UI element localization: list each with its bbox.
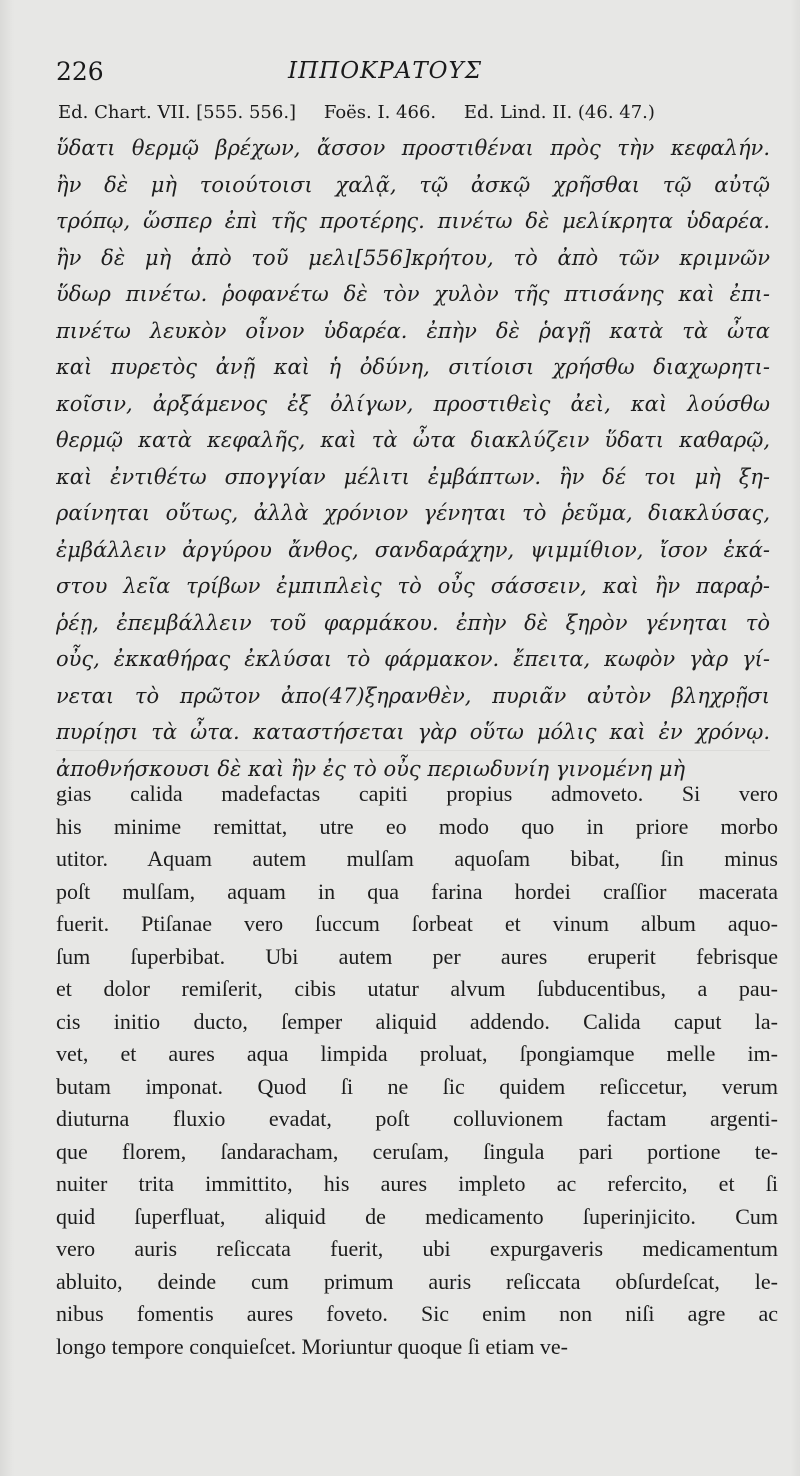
greek-text-line: ὕδωρ πινέτω. ῥοφανέτω δὲ τὸν χυλὸν τῆς πτισάνης καὶ ἐπι- xyxy=(56,282,770,306)
greek-text-line: στου λεῖα τρίβων ἐμπιπλεὶς τὸ οὖς σάσσειν, καὶ ἢν παραῤ- xyxy=(56,574,770,598)
greek-text-line: νεται τὸ πρῶτον ἀπο(47)ξηρανθὲν, πυριᾶν αὐτὸν βληχρῇσι xyxy=(56,683,770,708)
latin-text-line: nuiter trita immittito, his aures impleto ac refercito, et ſi xyxy=(56,1171,778,1196)
greek-text-line: ἐμβάλλειν ἀργύρου ἄνθος, σανδαράχην, ψιμμίθιον, ἴσον ἑκά- xyxy=(56,537,770,562)
latin-text-line: que florem, ſandaracham, ceruſam, ſingula pari portione te- xyxy=(56,1138,778,1164)
greek-text-line: θερμῷ κατὰ κεφαλῆς, καὶ τὰ ὦτα διακλύζειν ὕδατι καθαρῷ, xyxy=(56,428,770,452)
greek-text-line: οὖς, ἐκκαθήρας ἐκλύσαι τὸ φάρμακον. ἔπειτα, κωφὸν γὰρ γί- xyxy=(56,647,770,671)
latin-text-line: butam imponat. Quod ſi ne ſic quidem reſiccetur, verum xyxy=(56,1073,778,1099)
greek-text-line: ἢν δὲ μὴ ἀπὸ τοῦ μελι[556]κρήτου, τὸ ἀπὸ τῶν κριμνῶν xyxy=(56,245,770,270)
edition-ref-chartier: Ed. Chart. VII. [555. 556.] xyxy=(58,102,297,123)
section-divider xyxy=(56,750,770,751)
latin-text-line: vet, et aures aqua limpida proluat, ſpongiamque melle im- xyxy=(56,1041,778,1066)
greek-text-block xyxy=(56,130,770,787)
latin-text-line: utitor. Aquam autem mulſam aquoſam bibat, ſin minus xyxy=(56,846,778,871)
latin-text-line: et dolor remiſerit, cibis utatur alvum ſubducentibus, a pau- xyxy=(56,976,778,1001)
edition-references xyxy=(58,102,798,123)
greek-text-line: ῥέῃ, ἐπεμβάλλειν τοῦ φαρμάκου. ἐπὴν δὲ ξηρὸν γένηται τὸ xyxy=(56,610,770,635)
greek-text-line: ὕδατι θερμῷ βρέχων, ἄσσον προστιθέναι πρὸς τὴν κεφαλήν. xyxy=(56,136,770,160)
greek-text-line: καὶ πυρετὸς ἀνῇ καὶ ἡ ὀδύνη, σιτίοισι χρήσθω διαχωρητι- xyxy=(56,355,770,379)
greek-text-line: πινέτω λευκὸν οἶνον ὑδαρέα. ἐπὴν δὲ ῥαγῇ κατὰ τὰ ὦτα xyxy=(56,318,770,343)
edition-ref-linden: Ed. Lind. II. (46. 47.) xyxy=(463,102,655,123)
latin-text-line: diuturna fluxio evadat, poſt colluvionem factam argenti- xyxy=(56,1106,778,1131)
greek-text-line: κοῖσιν, ἀρξάμενος ἐξ ὀλίγων, προστιθεὶς ἀεὶ, καὶ λούσθω xyxy=(56,391,770,416)
greek-text-line: πυρίῃσι τὰ ὦτα. καταστήσεται γὰρ οὕτω μόλις καὶ ἐν χρόνῳ. xyxy=(56,720,770,744)
latin-text-line: cis initio ducto, ſemper aliquid addendo. Calida caput la- xyxy=(56,1008,778,1034)
edition-ref-foes: Foës. I. 466. xyxy=(323,102,437,123)
latin-text-line: ſum ſuperbibat. Ubi autem per aures eruperit febrisque xyxy=(56,943,778,969)
latin-text-line: abluito, deinde cum primum auris reſiccata obſurdeſcat, le- xyxy=(56,1268,778,1294)
greek-text-line: καὶ ἐντιθέτω σπογγίαν μέλιτι ἐμβάπτων. ἢν δέ τοι μὴ ξη- xyxy=(56,464,770,489)
greek-text-line: ραίνηται οὕτως, ἀλλὰ χρόνιον γένηται τὸ ῥεῦμα, διακλύσας, xyxy=(56,501,770,525)
latin-text-line: quid ſuperfluat, aliquid de medicamento ſuperinjicito. Cum xyxy=(56,1203,778,1229)
page-edge-shadow xyxy=(790,0,800,1476)
greek-text-line: ἀποθνήσκουσι δὲ καὶ ἢν ἐς τὸ οὖς περιωδυνίη γινομένη μὴ xyxy=(56,756,686,781)
latin-text-block xyxy=(56,778,778,1363)
greek-text-line: ἢν δὲ μὴ τοιούτοισι χαλᾷ, τῷ ἀσκῷ χρῆσθαι τῷ αὐτῷ xyxy=(56,172,770,197)
latin-text-line: longo tempore conquieſcet. Moriuntur quoque ſi etiam ve- xyxy=(56,1333,568,1359)
running-head: ΙΠΠΟΚΡΑΤΟΥΣ xyxy=(288,58,482,84)
latin-text-line: poſt mulſam, aquam in qua farina hordei craſſior macerata xyxy=(56,878,778,904)
greek-text-line: τρόπῳ, ὥσπερ ἐπὶ τῆς προτέρης. πινέτω δὲ μελίκρητα ὑδαρέα. xyxy=(56,209,770,233)
latin-text-line: fuerit. Ptiſanae vero ſuccum ſorbeat et vinum album aquo- xyxy=(56,911,778,936)
latin-text-line: gias calida madefactas capiti propius admoveto. Si vero xyxy=(56,781,778,806)
latin-text-line: vero auris reſiccata fuerit, ubi expurgaveris medicamentum xyxy=(56,1236,778,1261)
page-gutter-shadow xyxy=(0,0,14,1476)
page-number: 226 xyxy=(56,57,104,86)
latin-text-line: nibus fomentis aures foveto. Sic enim non niſi agre ac xyxy=(56,1301,778,1326)
latin-text-line: his minime remittat, utre eo modo quo in priore morbo xyxy=(56,813,778,839)
